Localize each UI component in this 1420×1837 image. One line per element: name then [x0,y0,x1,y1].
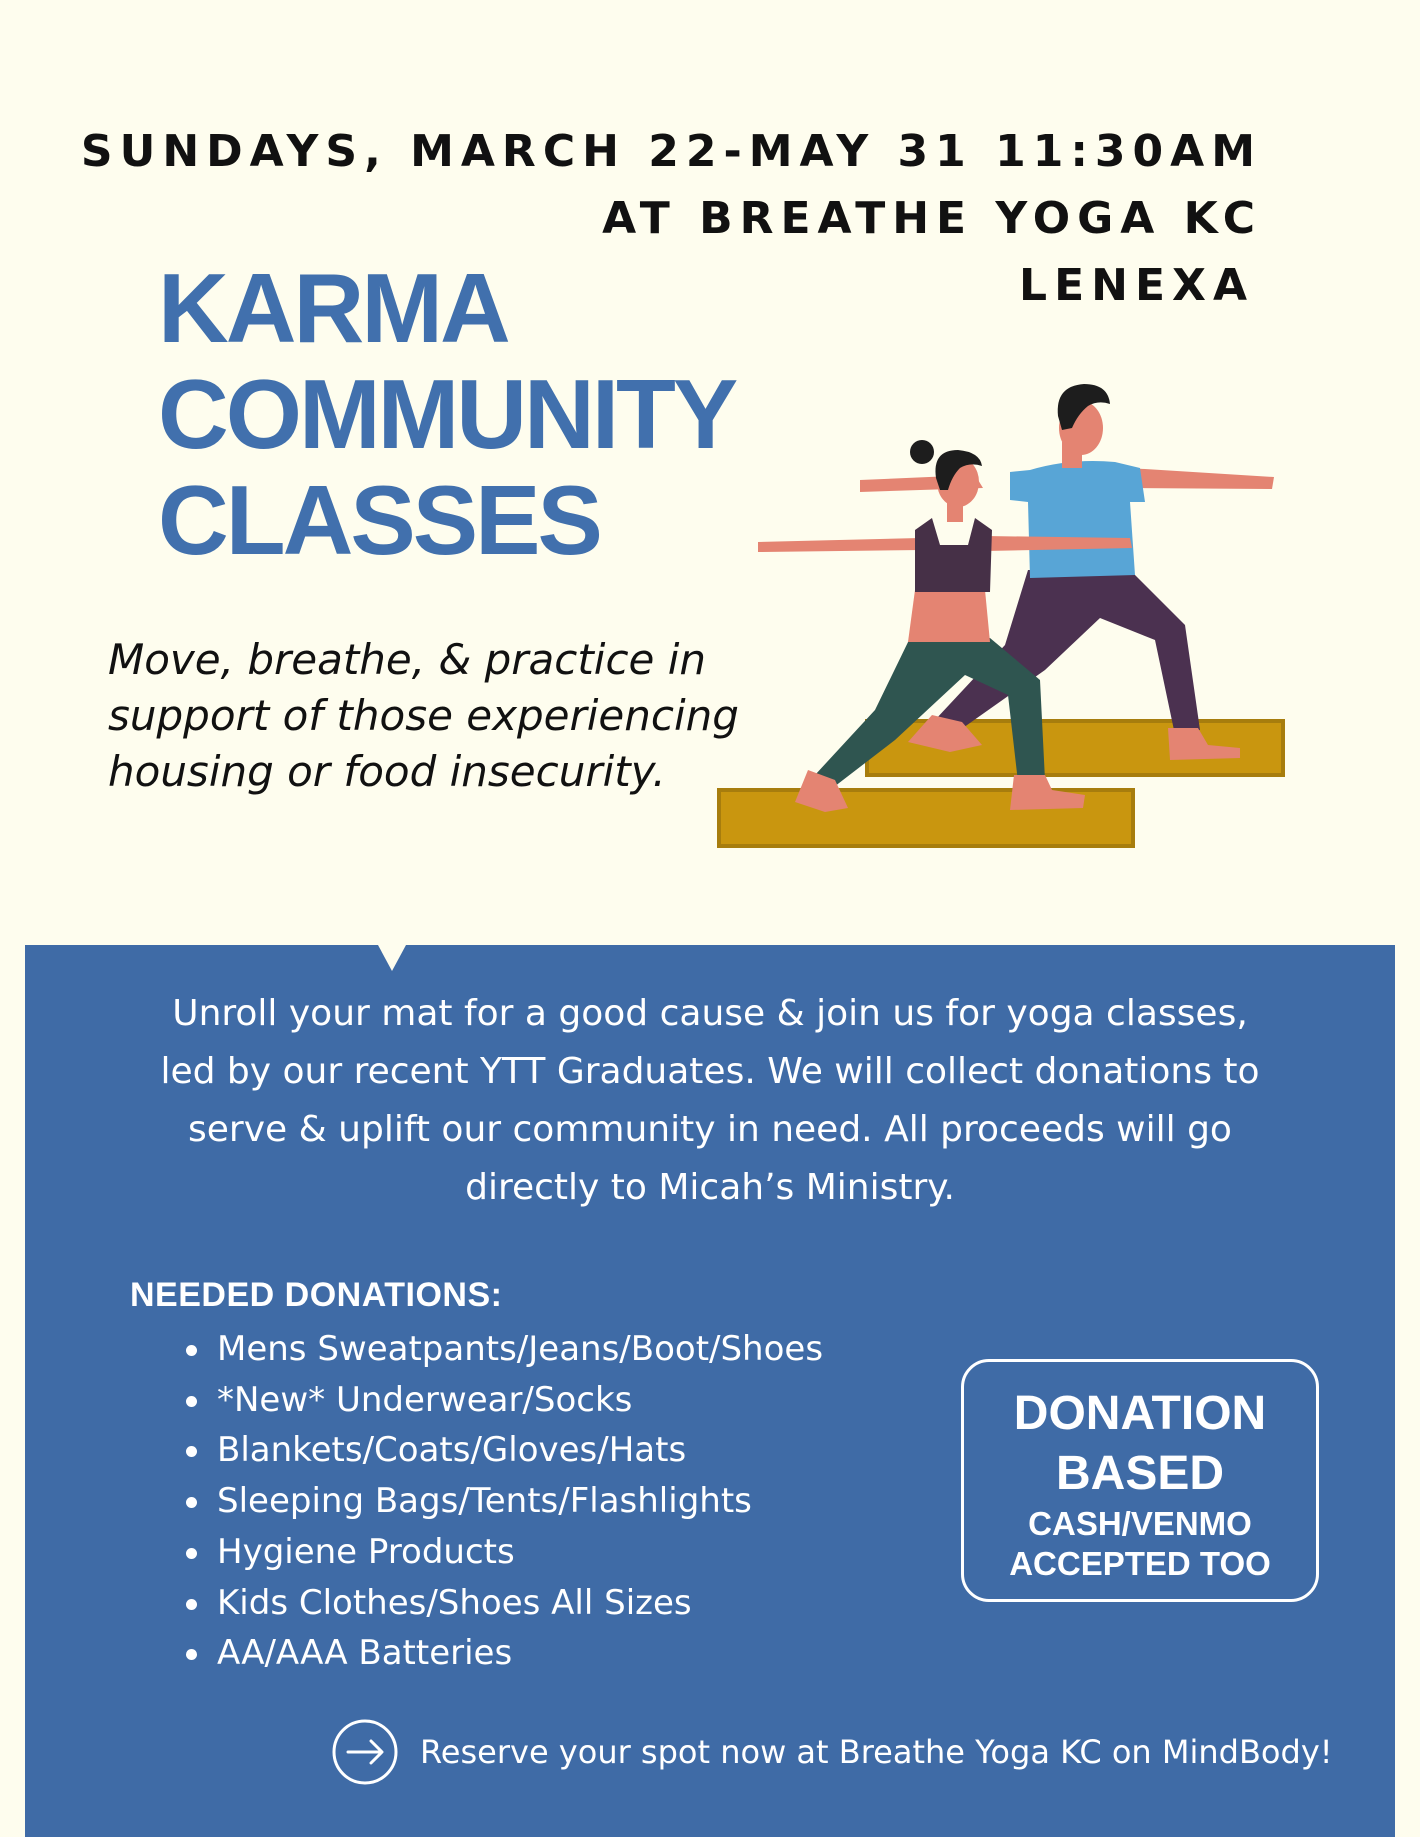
reserve-text: Reserve your spot now at Breathe Yoga KC on MindBody! [420,1733,1333,1771]
list-item: Sleeping Bags/Tents/Flashlights [217,1476,823,1527]
donation-box-line-1: DONATION [1013,1387,1267,1440]
donation-box-line-2: BASED [1055,1447,1225,1500]
event-description: Unroll your mat for a good cause & join us for yoga classes, led by our recent YTT Graduates. We will collect donations to serve & uplift our community in need. All proceeds will go directly to Micah’s Ministry. [160,993,1260,1208]
list-item: Mens Sweatpants/Jeans/Boot/Shoes [217,1324,823,1375]
donation-box-line-4: ACCEPTED TOO [1009,1545,1271,1582]
list-item: AA/AAA Batteries [217,1628,823,1679]
event-venue: AT BREATHE YOGA KC [602,193,1262,244]
donations-list [217,1324,823,1679]
list-item: Blankets/Coats/Gloves/Hats [217,1425,823,1476]
arrow-right-circle-icon [332,1719,398,1785]
tagline: Move, breathe, & practice in support of those experiencing housing or food insecurity. [108,635,739,796]
donation-based-box [961,1359,1319,1602]
title-line-1: KARMA [158,253,508,363]
event-location: LENEXA [1019,260,1254,311]
event-date-time: SUNDAYS, MARCH 22-MAY 31 11:30AM [80,126,1262,177]
reserve-link[interactable] [332,1717,1333,1787]
title-line-3: CLASSES [158,465,600,575]
list-item: Kids Clothes/Shoes All Sizes [217,1578,823,1629]
panel-notch [378,945,406,971]
donations-heading: NEEDED DONATIONS: [130,1276,503,1314]
page-title [158,255,735,573]
title-line-2: COMMUNITY [158,359,736,469]
donation-box-line-3: CASH/VENMO [1028,1505,1252,1542]
list-item: *New* Underwear/Socks [217,1375,823,1426]
list-item: Hygiene Products [217,1527,823,1578]
yoga-couple-illustration [700,370,1300,860]
